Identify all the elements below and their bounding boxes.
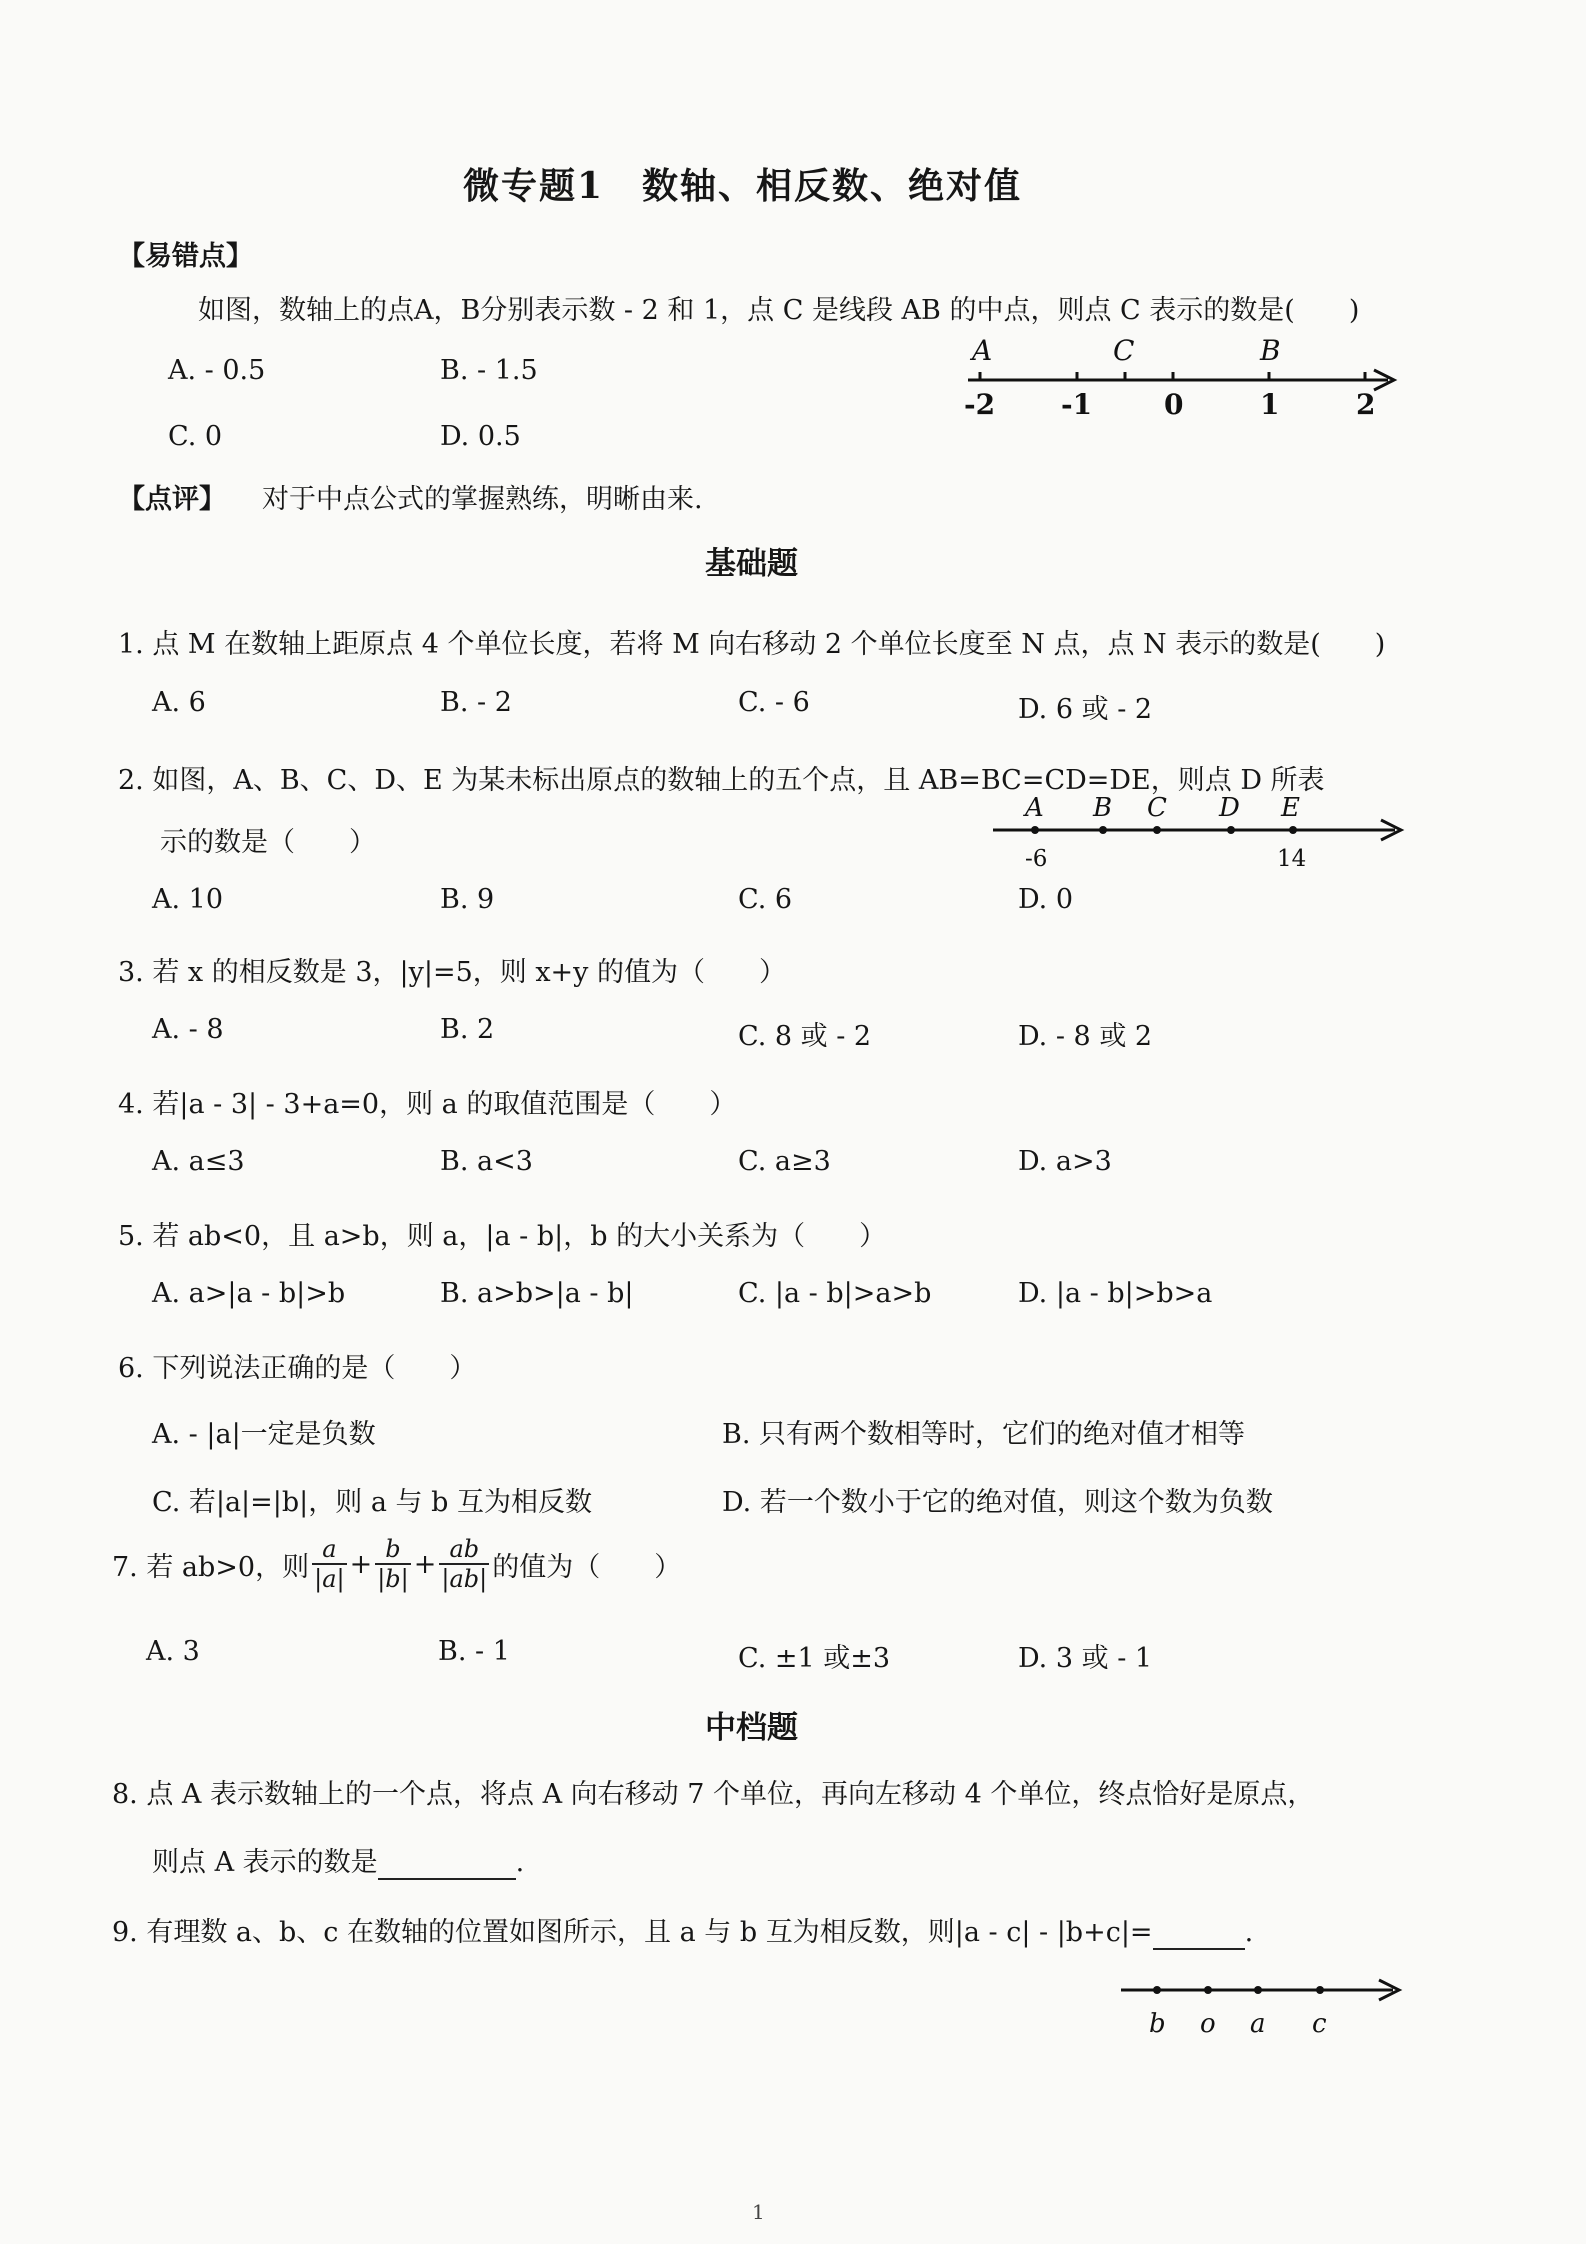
q7-option-a: A. 3 [146, 1636, 200, 1667]
value-label: -6 [1025, 846, 1048, 872]
q9-number-line [1115, 1960, 1405, 2040]
q9-tail: . [1244, 1917, 1254, 1948]
q5-option-a: A. a>|a - b|>b [152, 1278, 346, 1309]
q4-option-c: C. a≥3 [738, 1146, 831, 1177]
q4-option-b: B. a<3 [440, 1146, 533, 1177]
q4-text: 4. 若|a - 3| - 3+a=0，则 a 的取值范围是（ ） [118, 1089, 737, 1120]
q7-line [112, 1535, 681, 1593]
fraction-denominator: |a| [314, 1565, 345, 1593]
q2-option-c: C. 6 [738, 884, 793, 915]
point-label-a: A [972, 334, 993, 367]
plus-sign: + [413, 1548, 437, 1580]
q3-text: 3. 若 x 的相反数是 3，|y|=5，则 x+y 的值为（ ） [118, 957, 787, 988]
q8-line2 [152, 1840, 524, 1880]
q7-suffix: 的值为（ ） [492, 1551, 682, 1583]
point-label: B [1093, 793, 1113, 823]
comment-label: 【点评】 [118, 484, 226, 515]
page-title: 微专题1 数轴、相反数、绝对值 [463, 165, 1023, 207]
point-e [1289, 826, 1297, 834]
q6-option-c: C. 若|a|=|b|，则 a 与 b 互为相反数 [152, 1487, 592, 1518]
q1-option-c: C. - 6 [738, 687, 810, 718]
q2-option-a: A. 10 [152, 884, 224, 915]
fraction-denominator: |ab| [441, 1565, 488, 1593]
tick-label: 1 [1260, 388, 1280, 421]
q7-fraction-1 [312, 1535, 346, 1593]
point-label: E [1281, 793, 1300, 823]
yicuo-question: 如图，数轴上的点A，B分别表示数 - 2 和 1，点 C 是线段 AB 的中点，则点 C 表示的数是( ) [198, 295, 1360, 326]
point-label: D [1219, 793, 1240, 823]
q6-option-b: B. 只有两个数相等时，它们的绝对值才相等 [722, 1419, 1246, 1450]
point-o [1204, 1986, 1212, 1994]
q2-option-d: D. 0 [1018, 884, 1074, 915]
q2-option-b: B. 9 [440, 884, 495, 915]
yicuo-option-a: A. - 0.5 [168, 355, 266, 386]
q8-answer-blank[interactable] [378, 1847, 516, 1880]
yicuo-option-c: C. 0 [168, 421, 223, 452]
q9-line [112, 1910, 1253, 1950]
tick-label: -1 [1061, 388, 1093, 421]
section-heading-basic: 基础题 [705, 546, 798, 582]
point-a [1031, 826, 1039, 834]
q6-option-d: D. 若一个数小于它的绝对值，则这个数为负数 [722, 1487, 1273, 1518]
point-d [1227, 826, 1235, 834]
q3-option-d: D. - 8 或 2 [1018, 1021, 1153, 1052]
q2-text-line2: 示的数是（ ） [160, 827, 376, 858]
yicuo-number-line [950, 328, 1420, 428]
yicuo-option-d: D. 0.5 [440, 421, 521, 452]
q2-number-line [985, 788, 1405, 888]
point-c [1153, 826, 1161, 834]
q1-option-d: D. 6 或 - 2 [1018, 694, 1153, 725]
fraction-numerator: b [385, 1535, 401, 1563]
section-label-yicuo: 【易错点】 [118, 241, 253, 272]
tick-label: 2 [1356, 388, 1376, 421]
q7-option-b: B. - 1 [438, 1636, 510, 1667]
q7-fraction-2 [375, 1535, 411, 1593]
q7-option-d: D. 3 或 - 1 [1018, 1643, 1153, 1674]
q7-fraction-3 [439, 1535, 489, 1593]
plus-sign: + [349, 1548, 373, 1580]
q7-prefix: 7. 若 ab>0，则 [112, 1551, 310, 1583]
q5-text: 5. 若 ab<0，且 a>b，则 a，|a - b|，b 的大小关系为（ ） [118, 1221, 887, 1252]
q4-option-d: D. a>3 [1018, 1146, 1112, 1177]
point-label: b [1149, 2009, 1166, 2039]
fraction-numerator: ab [449, 1535, 480, 1563]
fraction-numerator: a [322, 1535, 337, 1563]
q3-option-a: A. - 8 [152, 1014, 224, 1045]
tick-label: 0 [1164, 388, 1184, 421]
fraction-denominator: |b| [377, 1565, 409, 1593]
point-a [1254, 1986, 1262, 1994]
q6-text: 6. 下列说法正确的是（ ） [118, 1353, 477, 1384]
yicuo-option-b: B. - 1.5 [440, 355, 538, 386]
q1-text: 1. 点 M 在数轴上距原点 4 个单位长度，若将 M 向右移动 2 个单位长度至 N 点，点 N 表示的数是( ) [118, 629, 1386, 660]
page-number: 1 [752, 2200, 765, 2224]
comment-text: 对于中点公式的掌握熟练，明晰由来. [262, 484, 703, 515]
q7-option-c: C. ±1 或±3 [738, 1643, 891, 1674]
q9-answer-blank[interactable] [1153, 1917, 1245, 1950]
point-label: o [1200, 2009, 1216, 2039]
tick-label: -2 [964, 388, 996, 421]
point-label: C [1147, 793, 1167, 823]
q9-text: 9. 有理数 a、b、c 在数轴的位置如图所示，且 a 与 b 互为相反数，则|a - c| - |b+c|= [112, 1917, 1153, 1948]
q3-option-b: B. 2 [440, 1014, 495, 1045]
q4-option-a: A. a≤3 [152, 1146, 245, 1177]
q5-option-c: C. |a - b|>a>b [738, 1278, 932, 1309]
point-b [1153, 1986, 1161, 1994]
point-label-b: B [1260, 334, 1281, 367]
q5-option-b: B. a>b>|a - b| [440, 1278, 634, 1309]
point-label: c [1312, 2009, 1327, 2039]
q6-option-a: A. - |a|一定是负数 [152, 1419, 376, 1450]
section-heading-medium: 中档题 [705, 1710, 798, 1746]
q8-tail: . [515, 1847, 525, 1878]
point-label: A [1025, 793, 1044, 823]
q1-option-a: A. 6 [152, 687, 206, 718]
q2-text: 2. 如图，A、B、C、D、E 为某未标出原点的数轴上的五个点，且 AB=BC=CD=DE，则点 D 所表 [118, 765, 1325, 796]
q1-option-b: B. - 2 [440, 687, 512, 718]
point-label: a [1250, 2009, 1266, 2039]
q3-option-c: C. 8 或 - 2 [738, 1021, 872, 1052]
q8-text-line2: 则点 A 表示的数是 [152, 1847, 378, 1878]
point-label-c: C [1113, 334, 1135, 367]
point-b [1099, 826, 1107, 834]
q8-text: 8. 点 A 表示数轴上的一个点，将点 A 向右移动 7 个单位，再向左移动 4 个单位，终点恰好是原点， [112, 1779, 1315, 1810]
value-label: 14 [1277, 846, 1307, 872]
q5-option-d: D. |a - b|>b>a [1018, 1278, 1213, 1309]
point-c [1316, 1986, 1324, 1994]
